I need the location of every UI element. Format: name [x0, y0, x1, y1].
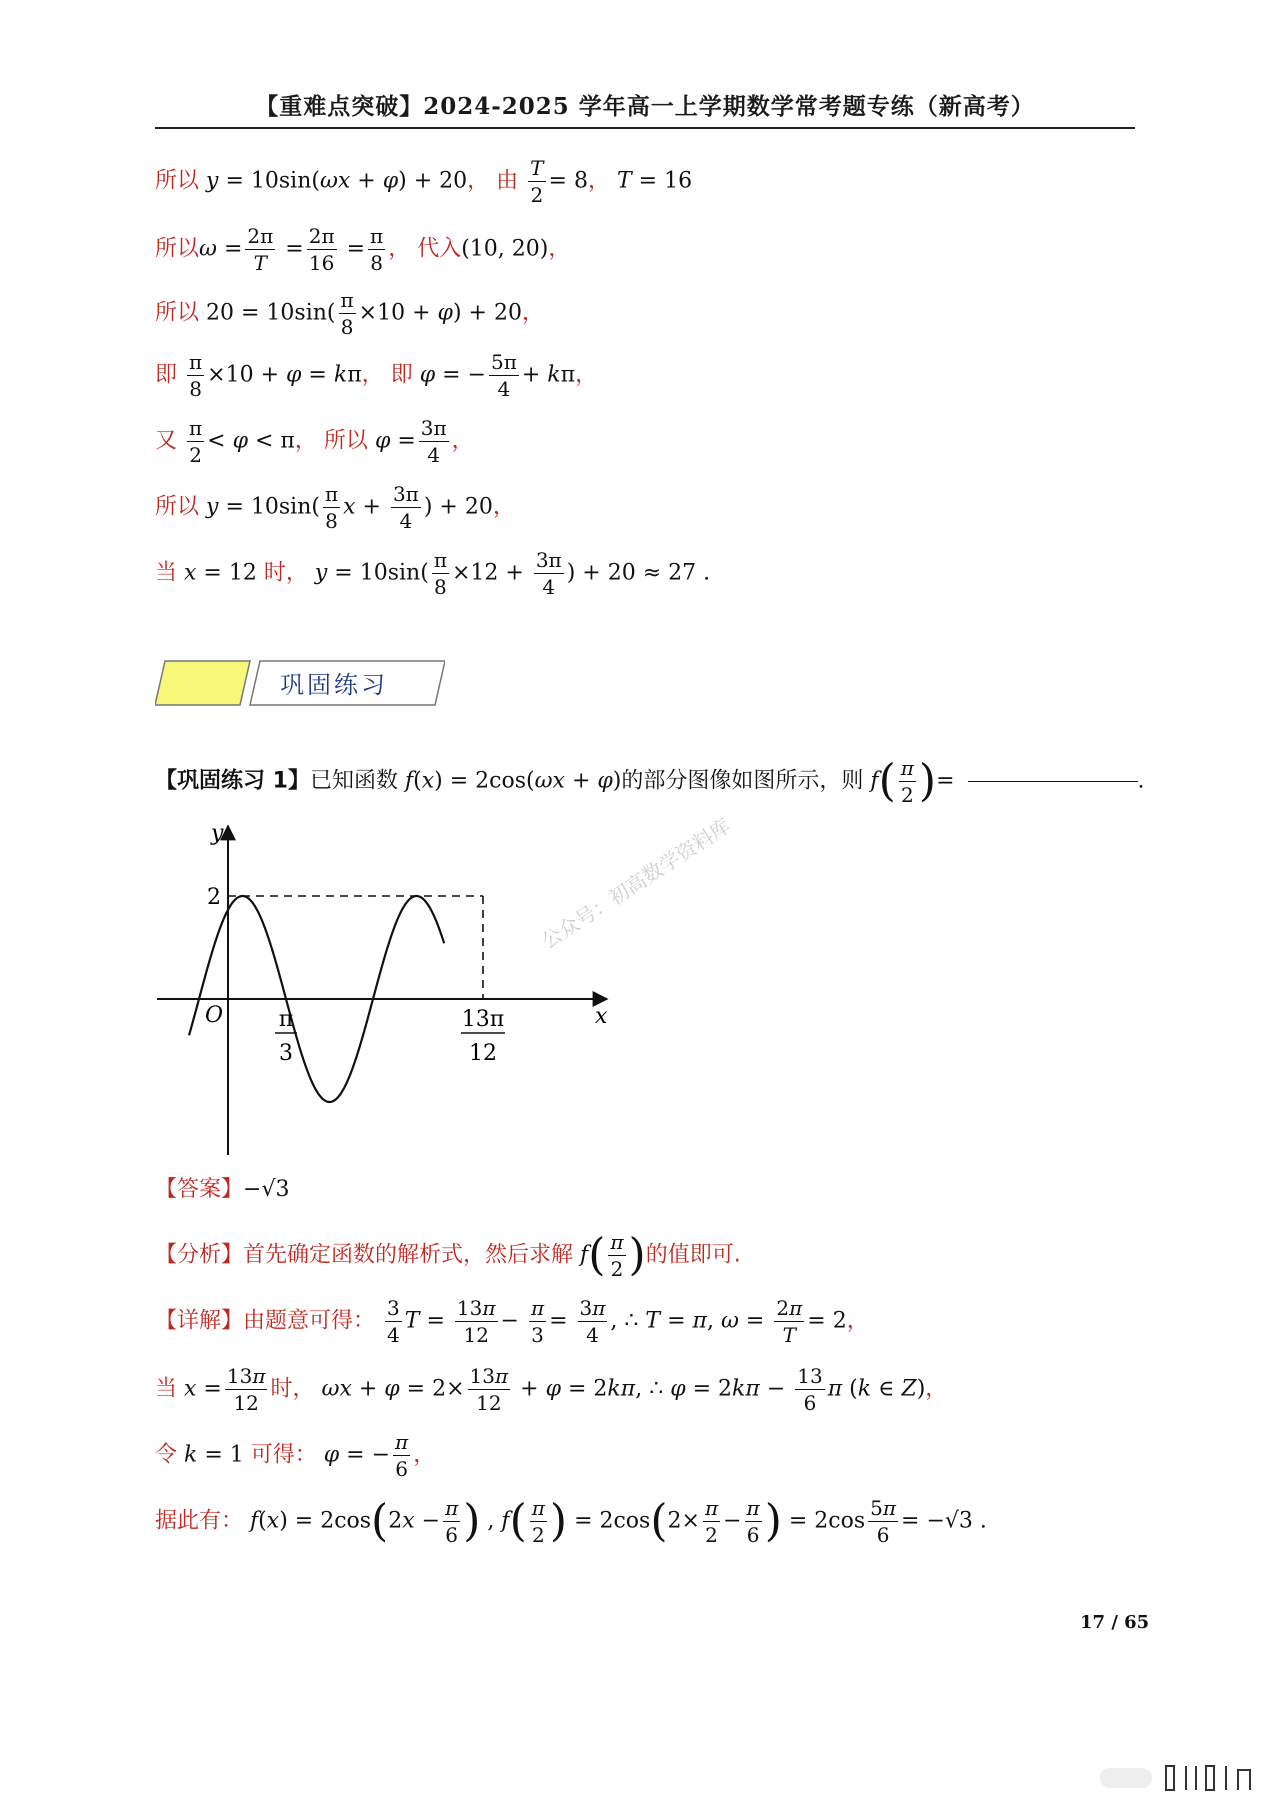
- y-axis-label: y: [211, 821, 224, 846]
- solution-line-3: 所以 20 = 10sin( $\frac{\pi}{8}$ ×10 + φ) + 20，: [155, 288, 544, 339]
- solution-line-1: 所以 y = 10sin(ωx + φ) + 20， 由 $\frac{T}{2}$ = 8， T = 16: [155, 156, 693, 207]
- solution-line-7: 当 x = 12 时， y = 10sin( $\frac{\pi}{8}$ ×12 + $\frac{3\pi}{4}$ ) + 20 ≈ 27 .: [155, 548, 711, 599]
- page-header: 【重难点突破】2024-2025 学年高一上学期数学常考题专练（新高考）: [255, 93, 1035, 120]
- section-title: 巩固练习: [280, 671, 388, 699]
- detail-line-1: 【详解】由题意可得： $\frac{3}{4}$ T = $\frac{13\pi}{12}$ − $\frac{\pi}{3}$ = $\frac{3\pi}{4}$ , ∴ T = π, ω = $\frac{2\pi}{T}$ = 2，: [155, 1296, 869, 1347]
- header-rule: [155, 127, 1135, 129]
- solution-line-4: 即 $\frac{\pi}{8}$ ×10 + φ = kπ， 即 φ = − $\frac{5\pi}{4}$ + kπ，: [155, 350, 598, 401]
- origin-label: O: [205, 1003, 224, 1028]
- analysis-line: 【分析】首先确定函数的解析式，然后求解 f( $\frac{\pi}{2}$ )的值即可.: [155, 1229, 741, 1281]
- answer-blank[interactable]: [968, 781, 1138, 782]
- solution-line-5: 又 $\frac{\pi}{2}$ < φ < π， 所以 φ = $\frac{3\pi}{4}$ ，: [155, 416, 474, 467]
- detail-line-3: 令 k = 1 可得： φ = − $\frac{\pi}{6}$ ，: [155, 1430, 436, 1481]
- answer-value: −√3: [243, 1177, 290, 1202]
- detail-line-2: 当 x = $\frac{13\pi}{12}$ 时， ωx + φ = 2× $\frac{13\pi}{12}$ + φ = 2kπ, ∴ φ = 2kπ − $\frac{13}{6}$ π (k ∈ Z)，: [155, 1364, 948, 1415]
- x-tick1-num: π: [278, 1007, 294, 1032]
- watermark: 公众号：初高数学资料库: [537, 813, 735, 954]
- page-number: 17 / 65: [1080, 1612, 1150, 1633]
- bottom-bar-icon[interactable]: [1100, 1760, 1260, 1796]
- solution-line-2: 所以ω = $\frac{2\pi}{T}$ = $\frac{2\pi}{16}$ = $\frac{\pi}{8}$ ， 代入(10, 20)，: [155, 224, 571, 275]
- cosine-graph: [155, 810, 615, 1170]
- problem-label: 【巩固练习 1】: [155, 768, 310, 794]
- x-tick1-den: 3: [279, 1041, 293, 1066]
- x-tick2-den: 12: [469, 1041, 497, 1066]
- x-axis-label: x: [595, 1004, 608, 1029]
- y-tick-label: 2: [207, 885, 221, 910]
- answer-line: 【答案】−√3: [155, 1177, 290, 1202]
- detail-line-4: 据此有： f(x) = 2cos(2x − $\frac{\pi}{6}$ ) , f( $\frac{\pi}{2}$ ) = 2cos(2× $\frac{\pi}{2}$ − $\frac{\pi}{6}$ ) = 2cos $\frac{5\pi}{6}$ = −√3 .: [155, 1495, 987, 1547]
- solution-line-6: 所以 y = 10sin( $\frac{\pi}{8}$ x + $\frac{3\pi}{4}$ ) + 20，: [155, 482, 515, 533]
- problem-statement: 【巩固练习 1】已知函数 f(x) = 2cos(ωx + φ)的部分图像如图所示，则 f( $\frac{\pi}{2}$ )= .: [155, 755, 1145, 807]
- x-tick2-num: 13π: [461, 1007, 505, 1032]
